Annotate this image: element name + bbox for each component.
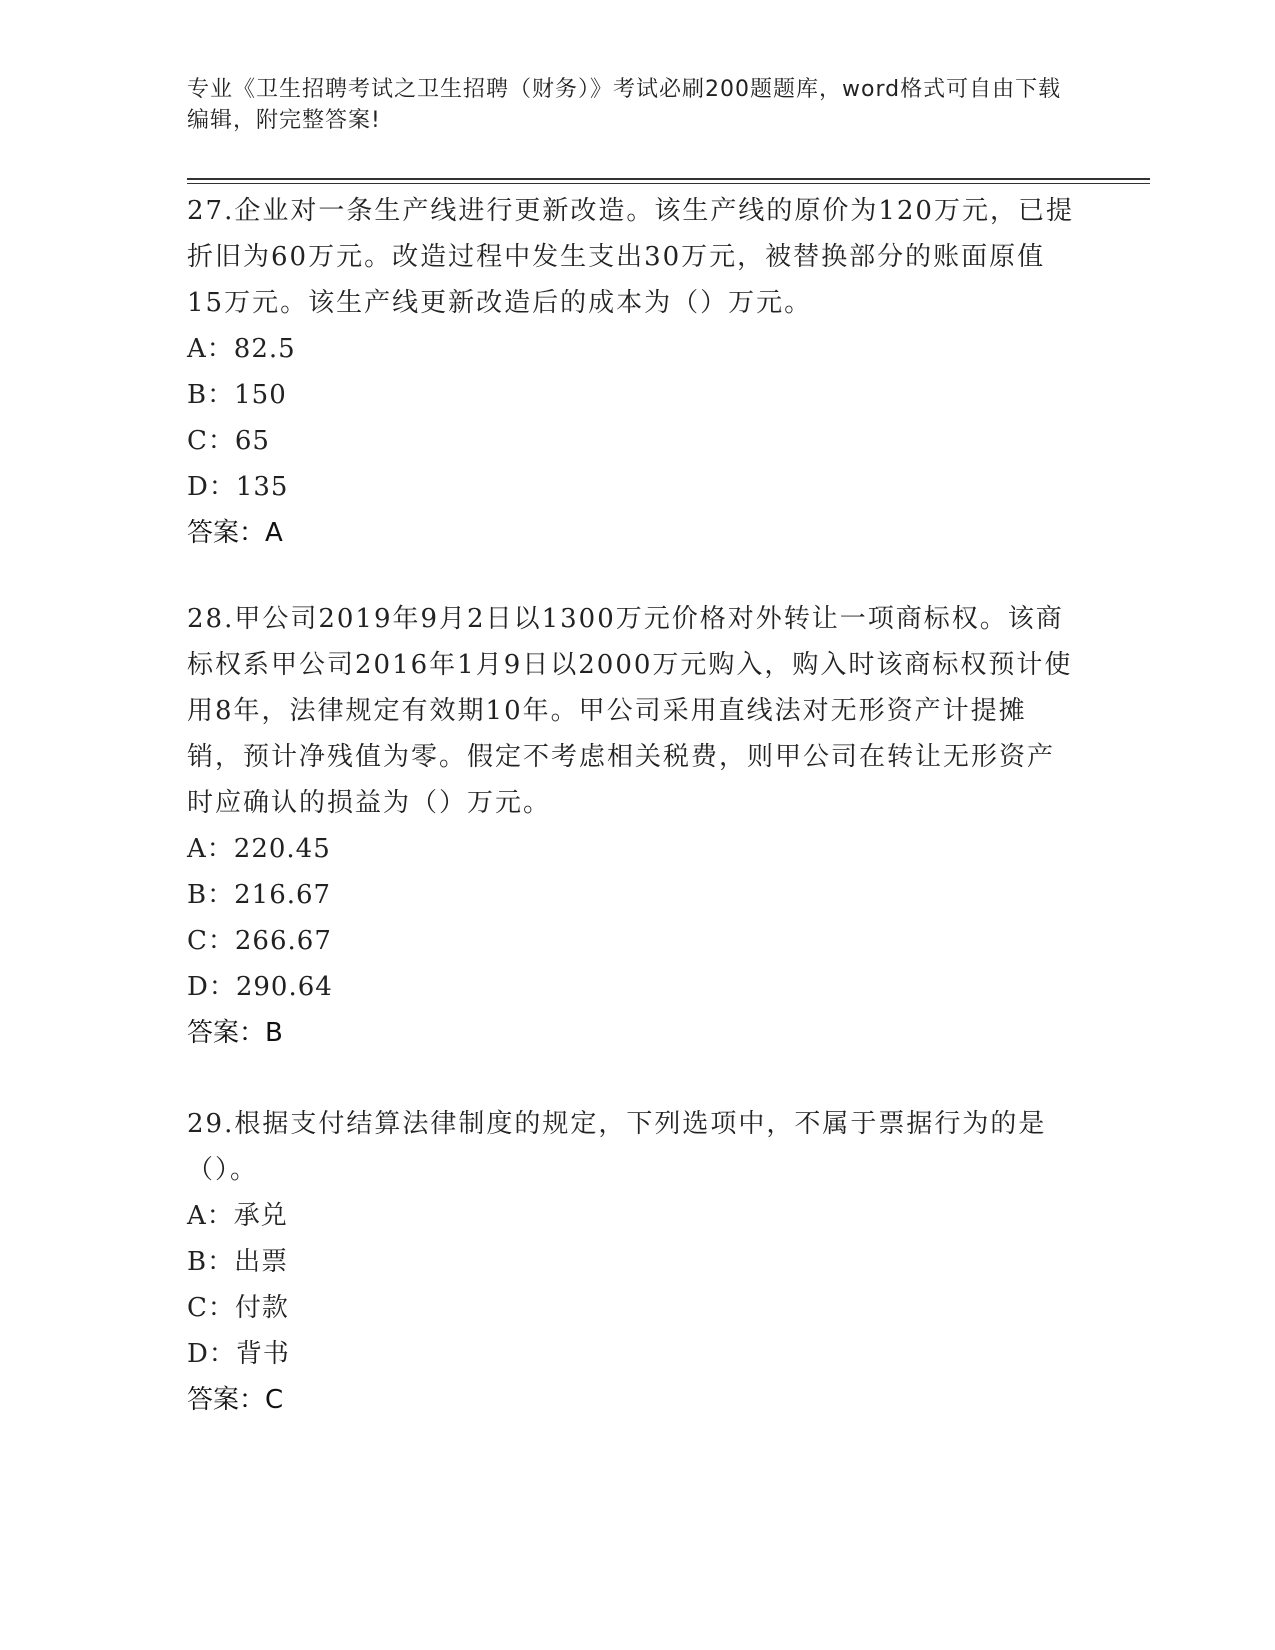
option-b: B：216.67	[187, 880, 332, 910]
option-b: B：出票	[187, 1247, 289, 1277]
option-c: C：266.67	[187, 926, 332, 956]
option-a: A：82.5	[187, 334, 296, 364]
option-c: C：付款	[187, 1293, 289, 1323]
option-a: A：220.45	[187, 834, 331, 864]
answer-line: 答案：C	[187, 1385, 284, 1415]
question-stem: 28.甲公司2019年9月2日以1300万元价格对外转让一项商标权。该商标权系甲公司2016年1月9日以2000万元购入，购入时该商标权预计使用8年，法律规定有效期10年。甲公司采用直线法对无形资产计提摊销，预计净残值为零。假定不考虑相关税费，则甲公司在转让无形资产时应确认的损益为（）万元。	[187, 604, 1073, 818]
header-divider-thick	[187, 178, 1150, 180]
option-c: C：65	[187, 426, 270, 456]
question-28	[187, 596, 1077, 1056]
answer-line: 答案：A	[187, 518, 283, 548]
question-29	[187, 1101, 1077, 1423]
question-27	[187, 188, 1077, 556]
question-stem: 27.企业对一条生产线进行更新改造。该生产线的原价为120万元，已提折旧为60万元。改造过程中发生支出30万元，被替换部分的账面原值15万元。该生产线更新改造后的成本为（）万元。	[187, 196, 1074, 318]
question-stem: 29.根据支付结算法律制度的规定，下列选项中，不属于票据行为的是（）。	[187, 1109, 1047, 1185]
option-d: D：背书	[187, 1339, 290, 1369]
option-a: A：承兑	[187, 1201, 288, 1231]
option-d: D：290.64	[187, 972, 333, 1002]
option-d: D：135	[187, 472, 289, 502]
document-header: 专业《卫生招聘考试之卫生招聘（财务）》考试必刷200题题库，word格式可自由下载编辑，附完整答案!	[187, 77, 1062, 133]
header-divider-thin	[187, 183, 1150, 184]
option-b: B：150	[187, 380, 287, 410]
answer-line: 答案：B	[187, 1018, 283, 1048]
